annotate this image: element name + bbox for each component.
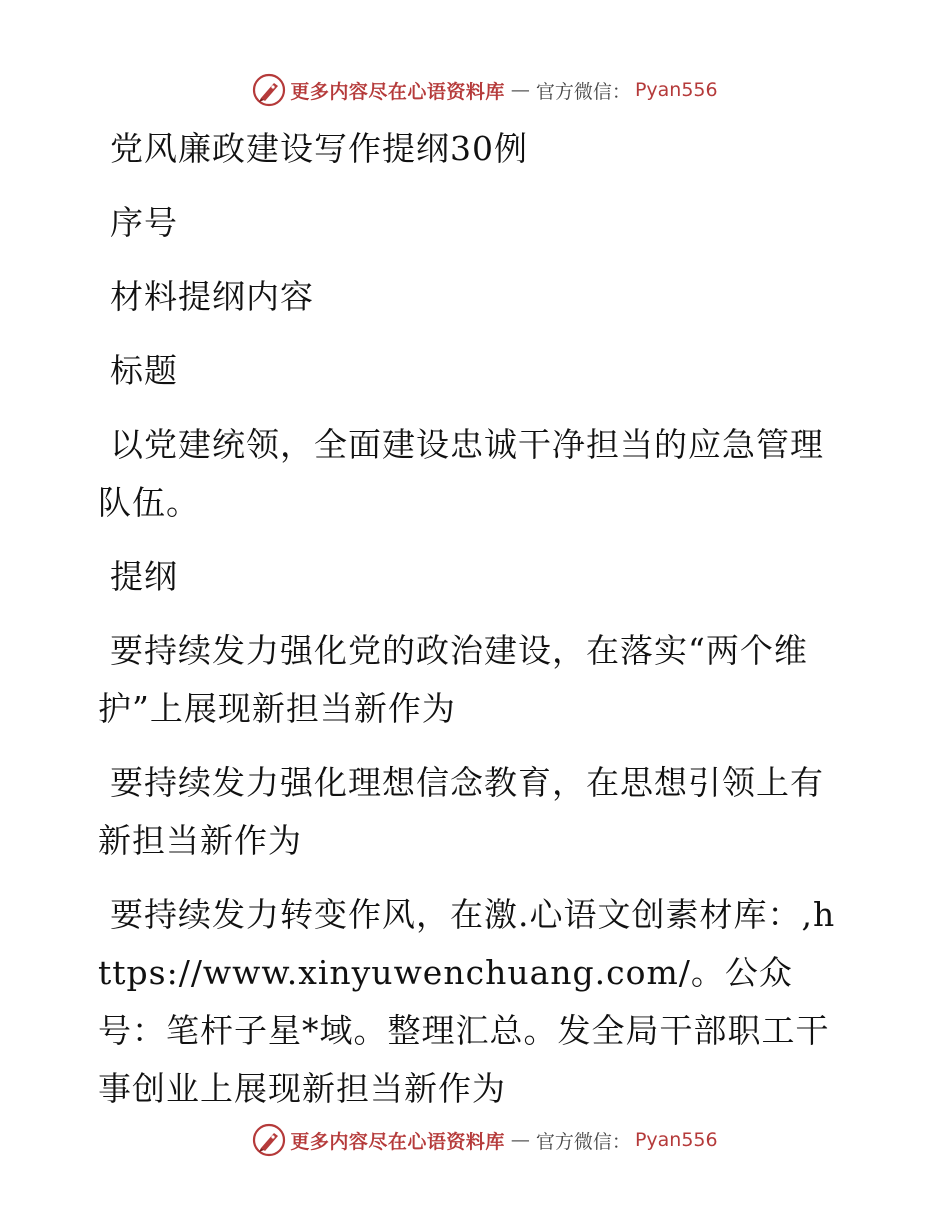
banner-separator: — (510, 1129, 530, 1151)
document-paragraph: 序号 (110, 203, 178, 242)
banner-wechat-label: 官方微信： (535, 1130, 631, 1153)
document-paragraph: 材料提纲内容 (110, 277, 314, 316)
header-watermark-banner (0, 70, 950, 110)
document-paragraph: 要持续发力强化理想信念教育，在思想引领上有新担当新作为 (98, 763, 824, 860)
banner-content (252, 1123, 717, 1157)
banner-wechat-label: 官方微信： (535, 80, 631, 103)
banner-wechat-id: Pyan556 (634, 1129, 718, 1151)
document-paragraph: 要持续发力转变作风，在激.心语文创素材库：,https://www.xinyuwenchuang.com/。公众号：笔杆子星*域。整理汇总。发全局干部职工干事创业上展现新担当新作为 (98, 895, 836, 1108)
footer-watermark-banner (0, 1120, 950, 1160)
document-title: 党风廉政建设写作提纲30例 (110, 129, 528, 168)
document-body (98, 120, 838, 1134)
document-paragraph: 标题 (110, 351, 178, 390)
fountain-pen-logo-icon (252, 1123, 286, 1157)
document-paragraph: 提纲 (110, 557, 178, 596)
banner-content (252, 73, 717, 107)
document-paragraph: 要持续发力强化党的政治建设，在落实“两个维护”上展现新担当新作为 (98, 631, 808, 728)
fountain-pen-logo-icon (252, 73, 286, 107)
document-paragraph: 以党建统领，全面建设忠诚干净担当的应急管理队伍。 (98, 425, 824, 522)
banner-slogan: 更多内容尽在心语资料库 (290, 80, 505, 103)
banner-separator: — (510, 79, 530, 101)
banner-wechat-id: Pyan556 (634, 79, 718, 101)
banner-slogan: 更多内容尽在心语资料库 (290, 1130, 505, 1153)
